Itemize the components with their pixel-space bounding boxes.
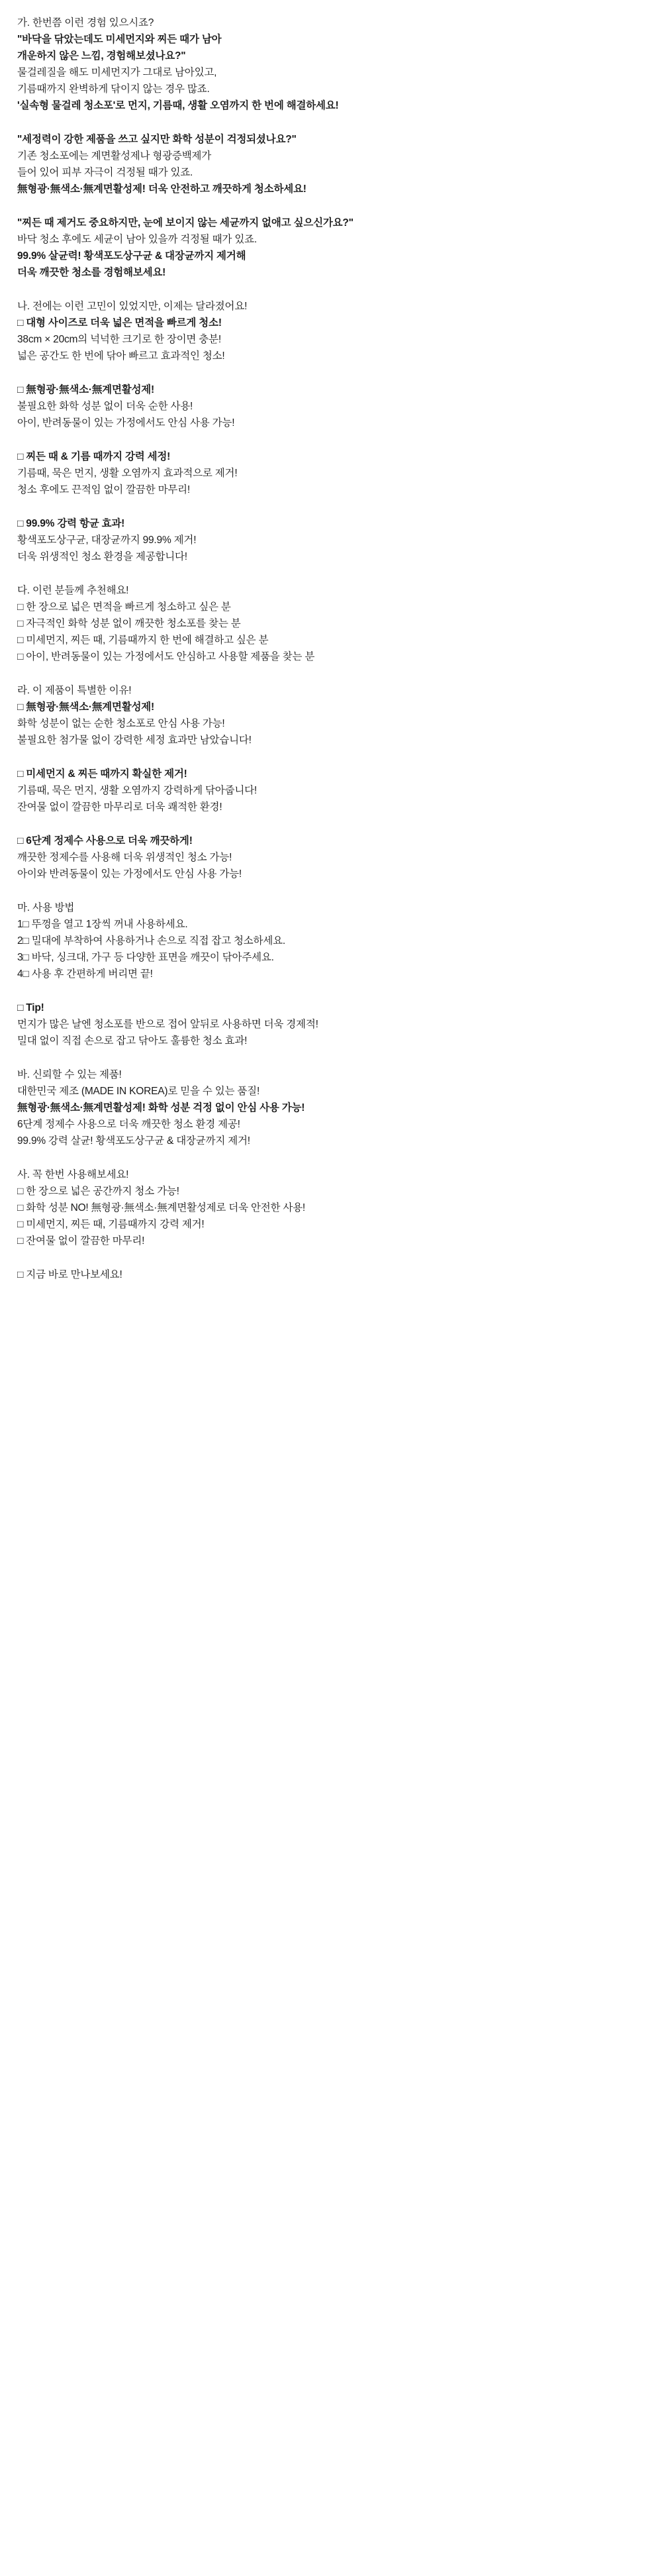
- text-line: 황색포도상구균, 대장균까지 99.9% 제거!: [17, 535, 197, 546]
- section-cta: [17, 1266, 645, 1283]
- text-line: 無형광·無색소·無계면활성제! 화학 성분 걱정 없이 안심 사용 가능!: [17, 1102, 305, 1113]
- text-line: □ Tip!: [17, 1002, 44, 1013]
- section-ma: [17, 900, 645, 982]
- text-line: 가. 한번쯤 이런 경험 있으시죠?: [17, 17, 154, 28]
- text-line: □ 찌든 때 & 기름 때까지 강력 세정!: [17, 451, 171, 462]
- text-line: 잔여물 없이 깔끔한 마무리로 더욱 쾌적한 환경!: [17, 801, 222, 813]
- text-line: 사. 꼭 한번 사용해보세요!: [17, 1169, 129, 1180]
- text-line: □ 미세먼지 & 찌든 때까지 확실한 제거!: [17, 768, 187, 780]
- text-line: 넓은 공간도 한 번에 닦아 빠르고 효과적인 청소!: [17, 350, 225, 362]
- text-line: 마. 사용 방법: [17, 902, 75, 913]
- text-line: □ 화학 성분 NO! 無형광·無색소·無계면활성제로 더욱 안전한 사용!: [17, 1202, 306, 1213]
- section-sa: [17, 1166, 645, 1249]
- text-line: □ 99.9% 강력 항균 효과!: [17, 518, 125, 529]
- text-line: 대한민국 제조 (MADE IN KOREA)로 믿을 수 있는 품질!: [17, 1086, 260, 1097]
- text-line: '실속형 물걸레 청소포'로 먼지, 기름때, 생활 오염까지 한 번에 해결하세요!: [17, 100, 339, 111]
- text-line: 기름때, 묵은 먼지, 생활 오염까지 강력하게 닦아줍니다!: [17, 785, 257, 796]
- text-line: "세정력이 강한 제품을 쓰고 싶지만 화학 성분이 걱정되셨나요?": [17, 134, 297, 145]
- text-line: 기름때까지 완벽하게 닦이지 않는 경우 많죠.: [17, 83, 210, 95]
- text-line: "바닥을 닦았는데도 미세먼지와 찌든 때가 남아: [17, 34, 222, 45]
- text-line: 나. 전에는 이런 고민이 있었지만, 이제는 달라졌어요!: [17, 301, 248, 312]
- text-line: □ 미세먼지, 찌든 때, 기름때까지 강력 제거!: [17, 1219, 205, 1230]
- text-line: □ 미세먼지, 찌든 때, 기름때까지 한 번에 해결하고 싶은 분: [17, 635, 269, 646]
- text-line: 아이, 반려동물이 있는 가정에서도 안심 사용 가능!: [17, 417, 235, 429]
- section-na-2: [17, 382, 645, 431]
- text-line: 화학 성분이 없는 순한 청소포로 안심 사용 가능!: [17, 718, 225, 729]
- section-ba: [17, 1066, 645, 1149]
- text-line: 불필요한 첨가물 없이 강력한 세정 효과만 남았습니다!: [17, 735, 252, 746]
- section-ga: [17, 15, 645, 114]
- text-line: □ 자극적인 화학 성분 없이 깨끗한 청소포를 찾는 분: [17, 618, 241, 629]
- section-na-4: [17, 515, 645, 565]
- text-line: "찌든 때 제거도 중요하지만, 눈에 보이지 않는 세균까지 없애고 싶으신가요?": [17, 217, 354, 229]
- text-line: 바. 신뢰할 수 있는 제품!: [17, 1069, 122, 1080]
- text-line: 라. 이 제품이 특별한 이유!: [17, 685, 132, 696]
- text-line: □ 한 장으로 넓은 면적을 빠르게 청소하고 싶은 분: [17, 601, 231, 613]
- text-line: 99.9% 살균력! 황색포도상구균 & 대장균까지 제거해: [17, 250, 246, 262]
- text-line: 38cm × 20cm의 넉넉한 크기로 한 장이면 충분!: [17, 334, 221, 345]
- text-line: 개운하지 않은 느낌, 경험해보셨나요?": [17, 50, 186, 62]
- section-tip: [17, 1000, 645, 1049]
- text-line: 6단계 정제수 사용으로 더욱 깨끗한 청소 환경 제공!: [17, 1119, 240, 1130]
- text-line: 깨끗한 정제수를 사용해 더욱 위생적인 청소 가능!: [17, 852, 232, 863]
- text-line: □ 아이, 반려동물이 있는 가정에서도 안심하고 사용할 제품을 찾는 분: [17, 651, 315, 662]
- text-line: 아이와 반려동물이 있는 가정에서도 안심 사용 가능!: [17, 868, 242, 880]
- text-line: □ 無형광·無색소·無계면활성제!: [17, 701, 155, 713]
- text-line: 불필요한 화학 성분 없이 더욱 순한 사용!: [17, 401, 193, 412]
- text-line: 더욱 깨끗한 청소를 경험해보세요!: [17, 267, 166, 278]
- text-line: □ 無형광·無색소·無계면활성제!: [17, 384, 155, 395]
- text-line: 바닥 청소 후에도 세균이 남아 있을까 걱정될 때가 있죠.: [17, 234, 257, 245]
- section-na: [17, 298, 645, 364]
- text-line: 無형광·無색소·無계면활성제! 더욱 안전하고 깨끗하게 청소하세요!: [17, 183, 307, 195]
- text-line: 먼지가 많은 날엔 청소포를 반으로 접어 앞뒤로 사용하면 더욱 경제적!: [17, 1019, 318, 1030]
- text-line: 4□ 사용 후 간편하게 버리면 끝!: [17, 968, 153, 980]
- text-line: 기존 청소포에는 계면활성제나 형광증백제가: [17, 150, 212, 162]
- section-na-3: [17, 448, 645, 498]
- text-line: □ 6단계 정제수 사용으로 더욱 깨끗하게!: [17, 835, 193, 847]
- section-germ: [17, 215, 645, 281]
- text-line: 더욱 위생적인 청소 환경을 제공합니다!: [17, 551, 187, 562]
- text-line: 99.9% 강력 살균! 황색포도상구균 & 대장균까지 제거!: [17, 1135, 250, 1147]
- text-line: □ 지금 바로 만나보세요!: [17, 1269, 122, 1280]
- section-ra-2: [17, 766, 645, 815]
- text-line: 청소 후에도 끈적임 없이 깔끔한 마무리!: [17, 484, 191, 495]
- text-line: □ 한 장으로 넓은 공간까지 청소 가능!: [17, 1186, 179, 1197]
- text-line: □ 잔여물 없이 깔끔한 마무리!: [17, 1235, 145, 1247]
- text-line: 들어 있어 피부 자극이 걱정될 때가 있죠.: [17, 167, 193, 178]
- text-line: □ 대형 사이즈로 더욱 넓은 면적을 빠르게 청소!: [17, 317, 222, 329]
- text-line: 다. 이런 분들께 추천해요!: [17, 585, 129, 596]
- section-ra-3: [17, 833, 645, 882]
- text-line: 물걸레질을 해도 미세먼지가 그대로 남아있고,: [17, 67, 217, 78]
- text-line: 2□ 밀대에 부착하여 사용하거나 손으로 직접 잡고 청소하세요.: [17, 935, 285, 947]
- document-body: [17, 15, 645, 1283]
- section-chemical: [17, 131, 645, 197]
- text-line: 1□ 뚜껑을 열고 1장씩 꺼내 사용하세요.: [17, 919, 188, 930]
- section-da: [17, 582, 645, 665]
- text-line: 밀대 없이 직접 손으로 잡고 닦아도 훌륭한 청소 효과!: [17, 1035, 248, 1047]
- section-ra: [17, 682, 645, 748]
- text-line: 기름때, 묵은 먼지, 생활 오염까지 효과적으로 제거!: [17, 468, 238, 479]
- text-line: 3□ 바닥, 싱크대, 가구 등 다양한 표면을 깨끗이 닦아주세요.: [17, 952, 274, 963]
